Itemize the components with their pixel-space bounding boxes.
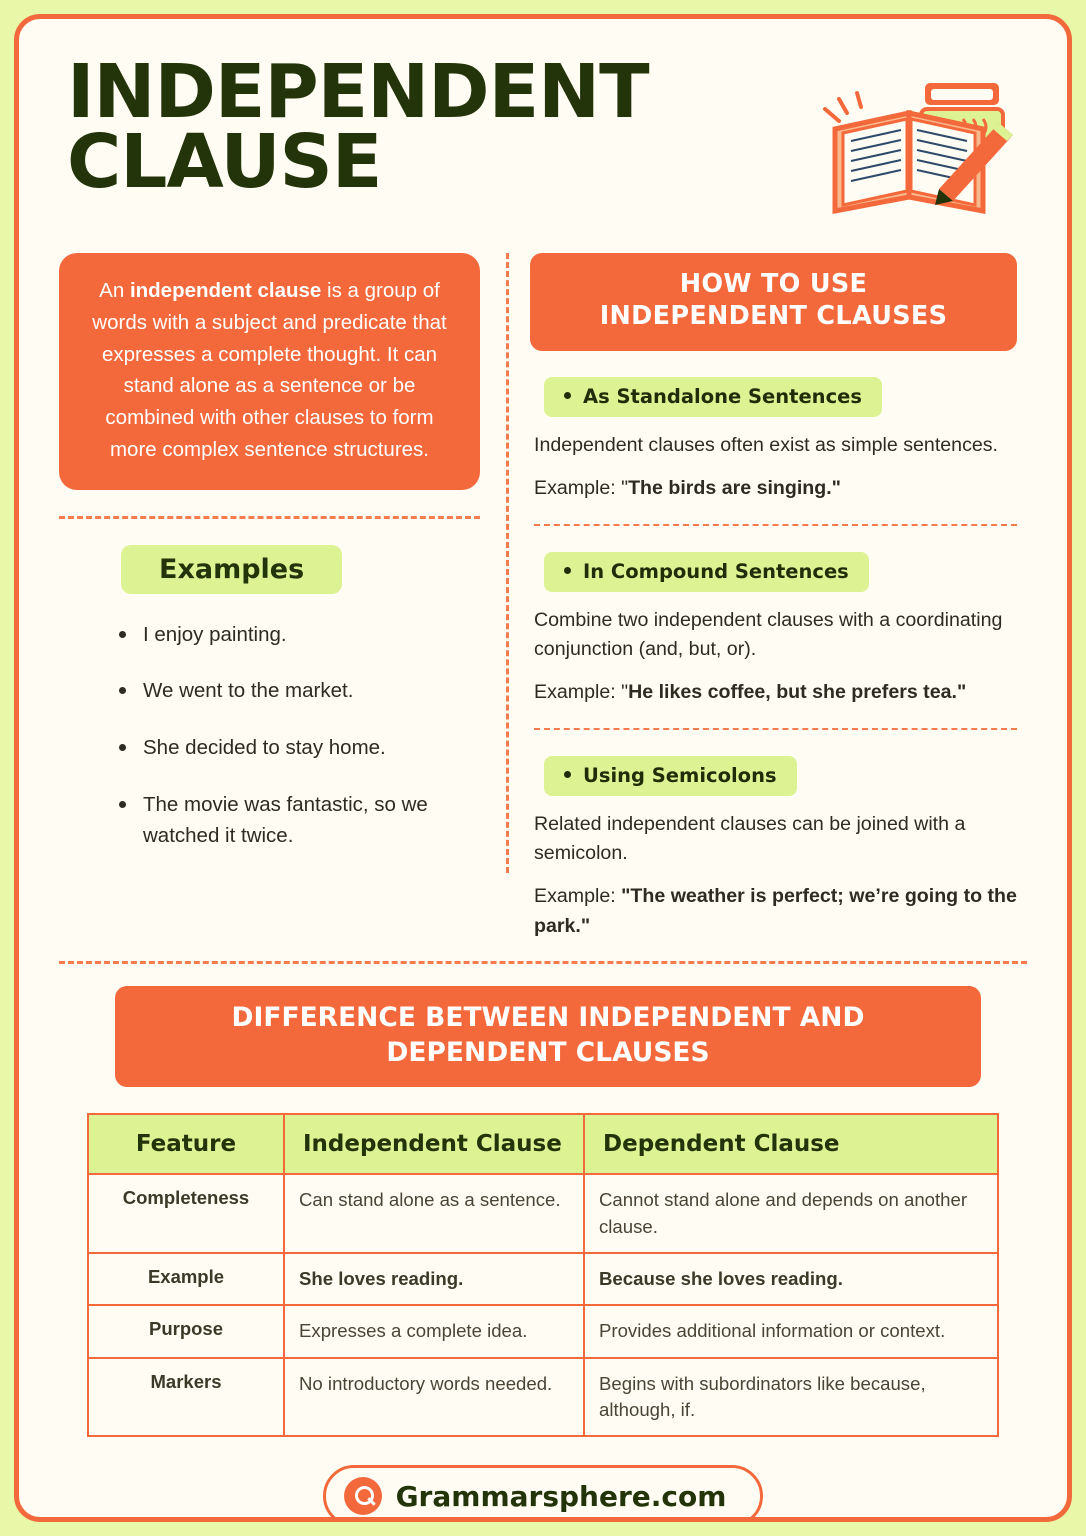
row-dependent: Provides additional information or context.: [584, 1305, 998, 1357]
definition-card: [59, 253, 480, 490]
left-divider: [59, 516, 480, 519]
comparison-table: [87, 1113, 999, 1437]
banner-line-1: HOW TO USE: [679, 269, 868, 299]
column-divider: [506, 253, 509, 873]
row-independent: Expresses a complete idea.: [284, 1305, 584, 1357]
row-dependent: Begins with subordinators like because, although, if.: [584, 1358, 998, 1437]
definition-rest: is a group of words with a subject and predicate that expresses a complete thought. It can stand alone as a sentence or be combined with other clauses to form more complex sentence structures.: [92, 279, 447, 461]
brand-badge[interactable]: [323, 1465, 764, 1522]
right-divider-1: [534, 524, 1017, 526]
examples-list: [117, 620, 480, 852]
definition-term: independent clause: [129, 279, 322, 302]
subheading-label: As Standalone Sentences: [583, 384, 862, 408]
row-dependent: Cannot stand alone and depends on another clause.: [584, 1174, 998, 1253]
column-header-independent: Independent Clause: [284, 1114, 584, 1174]
example-sentence: "The weather is perfect; we’re going to the park.": [534, 885, 1017, 937]
bullet-dot-icon: [564, 567, 571, 574]
column-header-dependent: Dependent Clause: [584, 1114, 998, 1174]
compound-example: [534, 678, 1017, 707]
list-item: She decided to stay home.: [117, 733, 480, 764]
page-title: [67, 49, 649, 206]
definition-prefix: An: [99, 279, 130, 302]
subheading-label: In Compound Sentences: [583, 559, 849, 583]
bottom-divider: [59, 961, 1027, 964]
subheading-label: Using Semicolons: [583, 763, 777, 787]
standalone-example: [534, 474, 1017, 503]
title-line-1: INDEPENDENT: [67, 49, 649, 135]
infographic-poster: [14, 14, 1072, 1522]
example-label: Example: ": [534, 681, 629, 704]
subheading-standalone: [544, 377, 882, 417]
content-columns: [19, 219, 1067, 941]
example-sentence: The birds are singing.": [628, 477, 841, 500]
example-label: Example:: [534, 885, 622, 908]
poster-footer: [19, 1465, 1067, 1522]
row-dependent: Because she loves reading.: [584, 1253, 998, 1305]
semicolons-example: [534, 882, 1017, 941]
bullet-dot-icon: [564, 771, 571, 778]
semicolons-text: Related independent clauses can be joined with a semicolon.: [534, 812, 966, 865]
list-item: I enjoy painting.: [117, 620, 480, 651]
table-header-row: [88, 1114, 998, 1174]
compound-text: Combine two independent clauses with a coordinating conjunction (and, but, or).: [534, 608, 1003, 660]
magnifier-icon: [344, 1477, 382, 1515]
column-header-feature: Feature: [88, 1114, 284, 1174]
table-row: [88, 1358, 998, 1437]
list-item: The movie was fantastic, so we watched it twice.: [117, 790, 480, 852]
left-column: [59, 253, 504, 941]
row-feature: Purpose: [88, 1305, 284, 1357]
standalone-text: Independent clauses often exist as simple sentences.: [534, 433, 999, 456]
open-book-with-pencil-icon: [813, 69, 1023, 219]
bullet-dot-icon: [564, 392, 571, 399]
example-label: Example: ": [534, 477, 629, 500]
subheading-compound: [544, 552, 869, 592]
row-feature: Completeness: [88, 1174, 284, 1253]
row-independent: No introductory words needed.: [284, 1358, 584, 1437]
poster-header: [19, 19, 1067, 219]
how-to-use-banner: [530, 253, 1017, 351]
comparison-banner: DIFFERENCE BETWEEN INDEPENDENT AND DEPENDENT CLAUSES: [115, 986, 981, 1087]
row-feature: Example: [88, 1253, 284, 1305]
title-line-2: CLAUSE: [67, 119, 382, 206]
banner-line-2: INDEPENDENT CLAUSES: [599, 300, 948, 331]
examples-heading: Examples: [121, 545, 342, 594]
example-sentence: He likes coffee, but she prefers tea.": [628, 681, 967, 704]
row-independent: Can stand alone as a sentence.: [284, 1174, 584, 1253]
brand-label: Grammarsphere.com: [395, 1479, 727, 1513]
table-row: [88, 1253, 998, 1305]
row-feature: Markers: [88, 1358, 284, 1437]
subheading-semicolons: [544, 756, 797, 796]
row-independent: She loves reading.: [284, 1253, 584, 1305]
right-column: [504, 253, 1017, 941]
right-divider-2: [534, 728, 1017, 730]
list-item: We went to the market.: [117, 676, 480, 707]
table-row: [88, 1305, 998, 1357]
table-row: [88, 1174, 998, 1253]
